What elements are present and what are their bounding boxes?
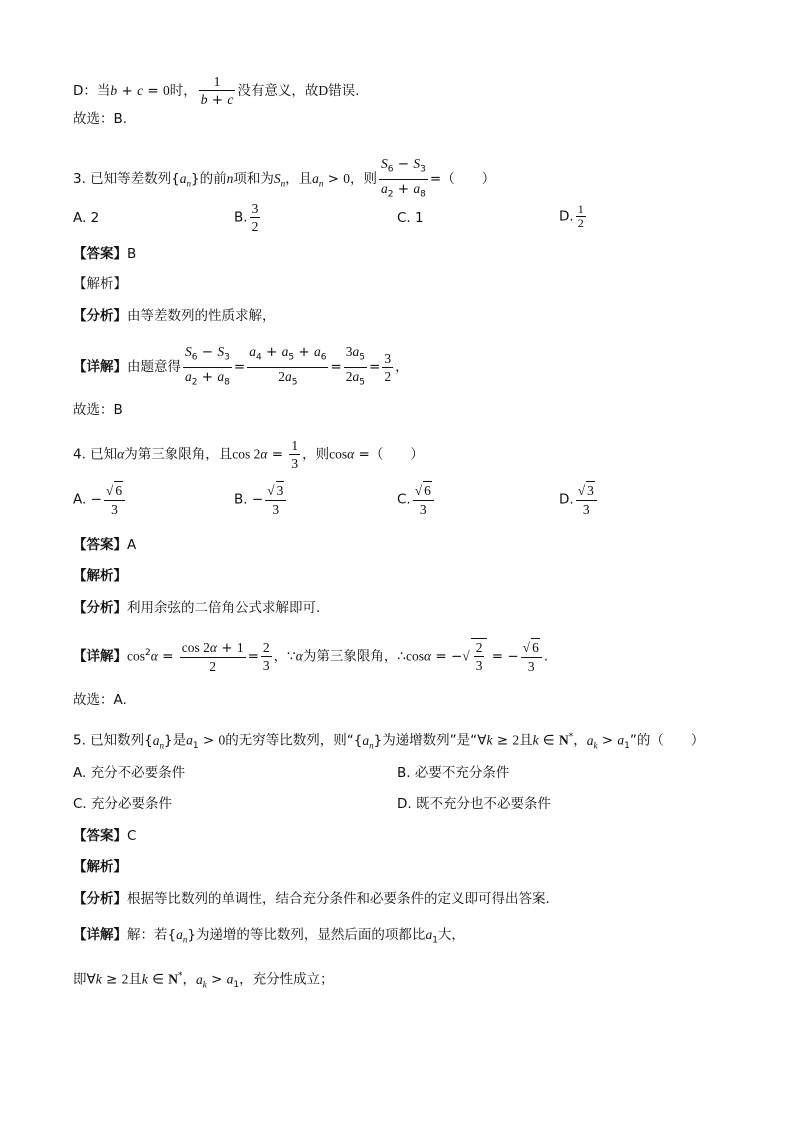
q5-option-c: C. 充分必要条件 — [73, 796, 173, 812]
choose-line-1: 故选：B. — [73, 111, 128, 127]
q3-option-b: B. $\frac{3}{2}$ — [234, 201, 259, 234]
q5-option-a: A. 充分不必要条件 — [73, 765, 186, 781]
q5-detail: 【详解】解：若$\{a_n\}$为递增的等比数列，显然后面的项都比$a_1$大， — [73, 927, 465, 946]
choose-line-2: 故选：B — [73, 402, 123, 418]
q5-option-b: B. 必要不充分条件 — [397, 765, 510, 781]
q4-option-a: A. − $\frac{√ 6}{3}$ — [73, 481, 127, 518]
q5-answer: 【答案】C — [73, 828, 137, 844]
q3-fenxi: 【分析】由等差数列的性质求解， — [73, 308, 276, 324]
q3-option-c: C. 1 — [397, 210, 424, 226]
choose-line-3: 故选：A. — [73, 692, 127, 708]
q5-option-d: D. 既不充分也不必要条件 — [397, 796, 551, 812]
q4-option-d: D. $\frac{√ 3}{3}$ — [559, 481, 599, 518]
q4-fenxi: 【分析】利用余弦的二倍角公式求解即可. — [73, 600, 321, 616]
q4-detail: 【详解】$\cos^2\alpha$ = $\frac{\cos 2\alpha + 1}{2}$ = $\frac{2}{3}$ ，∵α为第三象限角，∴cosα = −√ $\frac{2}{3}$ = − $\frac{√ 6}{3}$ . — [73, 639, 549, 674]
q4-answer: 【答案】A — [73, 537, 137, 553]
q5-detail-continued: 即∀k ≥ 2且k ∈ N*，$a_k > a_1$，充分性成立； — [73, 971, 334, 991]
question-5: 5. 已知数列$\{a_n\}$是$a_1 > 0$的无穷等比数列，则“$\{a_n\}$为递增数列”是“∀k ≥ 2且k ∈ N*，$a_k > a_1$”的（ ） — [73, 732, 705, 752]
q4-analysis: 【解析】 — [73, 568, 127, 584]
q3-option-d: D. $\frac{1}{2}$ — [559, 202, 584, 230]
q5-fenxi: 【分析】根据等比数列的单调性，结合充分条件和必要条件的定义即可得出答案. — [73, 891, 550, 907]
d-option-line: D：当b + c = 0时， $\frac{1}{b + c}$ 没有意义，故D错误. — [73, 74, 360, 108]
question-4: 4. 已知α为第三象限角，且cos 2α = $\frac{1}{3}$ ，则cosα =（ ） — [73, 438, 424, 471]
q4-option-b: B. − $\frac{√ 3}{3}$ — [234, 481, 288, 518]
q3-answer: 【答案】B — [73, 246, 137, 262]
q4-option-c: C. $\frac{√ 6}{3}$ — [397, 481, 436, 518]
q3-detail: 【详解】由题意得 $\frac{S_6 - S_3}{a_2 + a_8}$ = $\frac{a_4 + a_5 + a_6}{2a_5}$ = $\frac{3a_5}{2a_5}$ = $\frac{3}{2}$ ， — [73, 344, 409, 388]
q3-analysis: 【解析】 — [73, 276, 127, 292]
q5-analysis: 【解析】 — [73, 859, 127, 875]
question-3: 3. 已知等差数列$\{a_n\}$的前n项和为$S_n$，且$a_n > 0$，则 $\frac{S_6 - S_3}{a_2 + a_8}$ =（ ） — [73, 156, 496, 200]
q3-option-a: A. 2 — [73, 210, 100, 226]
